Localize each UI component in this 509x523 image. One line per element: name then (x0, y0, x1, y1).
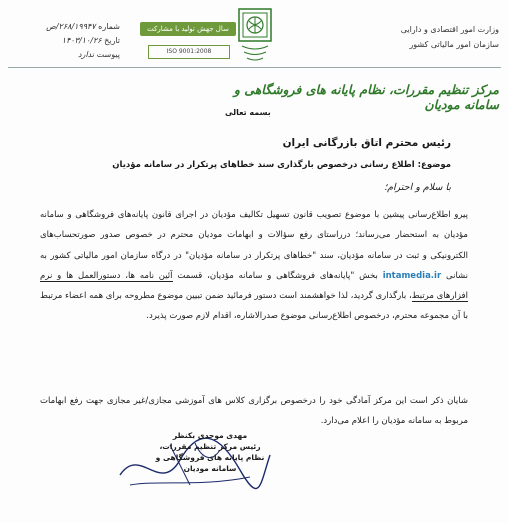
subject-text: اطلاع رسانی درخصوص بارگذاری سند خطاهای پرتکرار در سامانه مؤدیان (112, 160, 415, 170)
recipient: رئیس محترم اتاق بازرگانی ایران (282, 137, 451, 149)
iran-emblem-icon (238, 8, 272, 64)
signatory-title: رئیس مرکز تنظیم مقررات، (159, 442, 261, 451)
ministry-heading (289, 22, 499, 52)
letter-number (8, 20, 120, 34)
body-text: بخش "پایانه‌های فروشگاهی و سامانه مؤدیان، قسمت (177, 270, 378, 281)
body-text: پیرو اطلاع‌رسانی پیشین با موضوع تصویب قانون تسهیل تکالیف مؤدیان در اجرای قانون پایانه‌های فروشگاهی و سامانه مؤدیان به استحضار می‌رساند؛ درراستای رفع سؤالات و ابهامات مودیان محترم در خصوص صدور صورتحساب‌های الکترونیکی و ثبت در سامانه مؤدیان، سند "خطاهای پرتکرار در سامانه مؤدیان" در درگاه سازمان امور مالیاتی کشور به نشانی (40, 210, 468, 281)
attachment-label: پیوست (96, 50, 120, 59)
letter-date (8, 34, 120, 48)
number-label: شماره (98, 22, 120, 31)
subject-label: موضوع: (417, 160, 451, 170)
greeting: با سلام و احترام؛ (384, 182, 451, 193)
subject-line (31, 160, 451, 170)
issuing-center-title: مرکز تنظیم مقررات، نظام پایانه های فروشگاهی و سامانه مودیان (233, 82, 499, 112)
year-slogan-banner: سال جهش تولید با مشارکت مردم (140, 22, 236, 36)
portal-link[interactable]: intamedia.ir (382, 270, 442, 281)
letter-attachment (8, 48, 120, 62)
letter-meta (8, 20, 120, 62)
date-label: تاریخ (104, 36, 120, 45)
body-text: ، بارگذاری گردید، لذا خواهشمند است دستور فرمائید ضمن تبیین موضوع مطروحه برای همه اعضاء مرتبط با آن مجموعه محترم، درخصوص اطلاع‌رسانی موضوع صدرالاشاره، اقدام لازم صورت پذیرد. (40, 291, 468, 322)
basmala: بسمه تعالی (225, 108, 271, 117)
header-divider (8, 67, 501, 68)
organization-line: سازمان امور مالیاتی کشور (409, 40, 499, 49)
signature-block (150, 430, 270, 474)
iso-badge: ISO 9001:2008 (148, 45, 230, 59)
ministry-line: وزارت امور اقتصادی و دارایی (400, 25, 499, 34)
body-paragraph (40, 205, 468, 327)
number-value: ۲۶۸/۱۹۹۴۷/ص (46, 22, 96, 31)
date-value: ۱۴۰۳/۱۰/۲۶ (61, 36, 102, 45)
signatory-name: مهدی موحدی بکنظر (172, 431, 248, 440)
body-paragraph: شایان ذکر است این مرکز آمادگی خود را درخصوص برگزاری کلاس های آموزشی مجازی/غیر مجازی جهت رفع ابهامات مربوط به سامانه مؤدیان را اعلام می‌دارد. (40, 395, 468, 426)
letter-body (40, 205, 468, 327)
section-name-underlined: آئین نامه ها، دستورالعمل ها و نرم افزارهای مرتبط (40, 270, 468, 302)
attachment-value: ندارد (78, 50, 95, 59)
signatory-title: نظام پایانه های فروشگاهی و سامانه مودیان (155, 453, 265, 473)
